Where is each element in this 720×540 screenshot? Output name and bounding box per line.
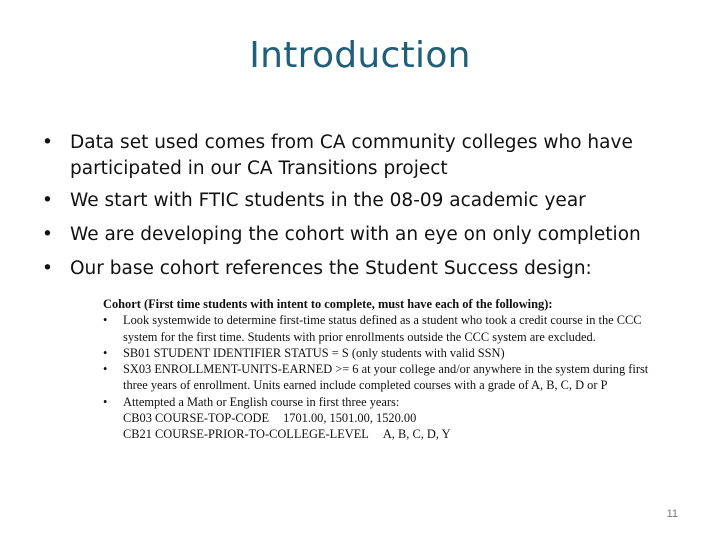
- code-value: A, B, C, D, Y: [382, 427, 451, 442]
- inset-item-text: Look systemwide to determine first-time status defined as a student who took a credit course in the CCC system for the first time. Students with prior enrollments outside the CCC system are excluded.: [123, 313, 642, 344]
- cohort-definition-inset: [103, 296, 663, 443]
- code-value: 1701.00, 1501.00, 1520.00: [283, 411, 417, 426]
- bullet-text: We are developing the cohort with an eye on only completion: [70, 224, 641, 245]
- inset-item: [103, 312, 663, 345]
- bullet-item: [42, 188, 702, 214]
- bullet-icon: •: [42, 224, 53, 245]
- inset-item-text: Attempted a Math or English course in first three years:: [123, 394, 400, 409]
- code-line: [103, 410, 663, 426]
- code-label: CB03 COURSE-TOP-CODE: [123, 411, 270, 426]
- inset-bullet-icon: •: [103, 394, 108, 409]
- bullet-item: [42, 222, 702, 248]
- inset-heading: Cohort (First time students with intent to complete, must have each of the following):: [103, 297, 553, 311]
- inset-item-text: SB01 STUDENT IDENTIFIER STATUS = S (only students with valid SSN): [123, 345, 505, 360]
- code-label: CB21 COURSE-PRIOR-TO-COLLEGE-LEVEL: [123, 427, 369, 442]
- page-number: 11: [666, 508, 678, 520]
- inset-bullet-icon: •: [103, 313, 108, 328]
- slide-title: Introduction: [249, 35, 471, 76]
- bullet-text: Data set used comes from CA community colleges who have participated in our CA Transitions project: [70, 132, 633, 179]
- bullet-icon: •: [42, 258, 53, 279]
- inset-item: [103, 361, 663, 394]
- code-line: [103, 426, 663, 442]
- bullet-item: [42, 256, 702, 282]
- inset-item-text: SX03 ENROLLMENT-UNITS-EARNED >= 6 at your college and/or anywhere in the system during first three years of enrollment. Units earned include completed courses with a grade of A, B, C, D or P: [123, 362, 649, 393]
- bullet-item: [42, 130, 702, 182]
- bullet-icon: •: [42, 132, 53, 153]
- inset-item: [103, 345, 663, 361]
- bullet-icon: •: [42, 190, 53, 211]
- inset-item: [103, 394, 663, 410]
- bullet-text: Our base cohort references the Student Success design:: [70, 258, 592, 279]
- inset-bullet-icon: •: [103, 362, 108, 377]
- inset-bullet-icon: •: [103, 345, 108, 360]
- bullet-text: We start with FTIC students in the 08-09 academic year: [70, 190, 586, 211]
- bullet-list: [42, 130, 702, 290]
